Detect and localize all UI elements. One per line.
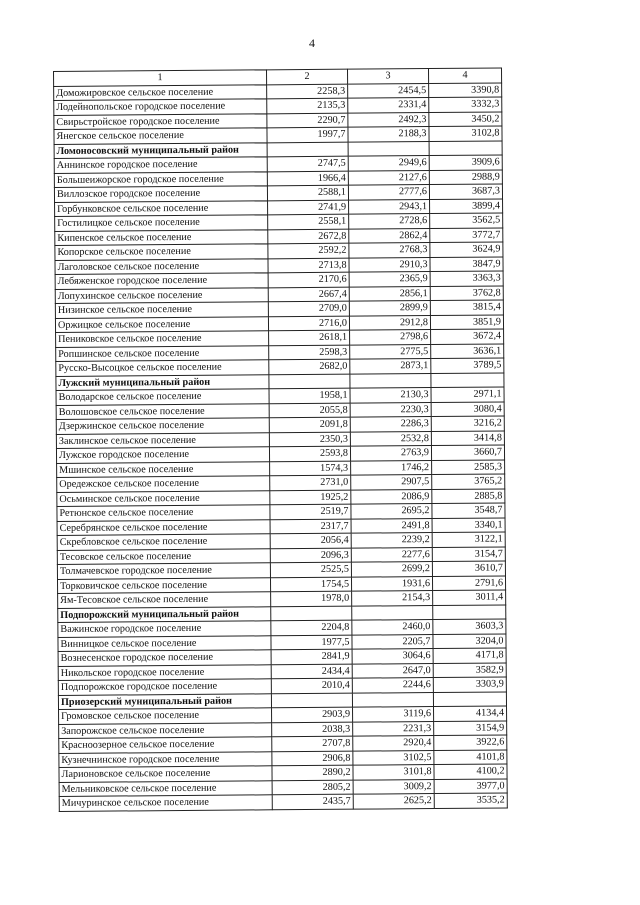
value-cell-col2: 2010,4 (271, 678, 352, 693)
settlement-name-cell: Гостилицкое сельское поселение (55, 215, 268, 231)
value-cell-col4: 3660,7 (431, 445, 504, 460)
district-name-cell: Ломоносовский муниципальный район (54, 142, 267, 158)
value-cell-col4: 3122,1 (432, 532, 505, 547)
value-cell-col3: 2856,1 (349, 286, 430, 301)
settlement-name-cell: Мшинское сельское поселение (57, 461, 270, 477)
value-cell-col2: 2906,8 (272, 751, 353, 766)
settlement-name-cell: Мичуринское сельское поселение (59, 795, 272, 811)
value-cell-col2: 2525,5 (270, 562, 351, 577)
value-cell-col4: 3080,4 (431, 401, 504, 416)
value-cell-col4: 3610,7 (432, 561, 505, 576)
value-cell-col3: 2532,8 (350, 431, 431, 446)
value-cell-col3: 2154,3 (352, 591, 433, 606)
value-cell-col3: 2695,2 (351, 504, 432, 519)
value-cell-col3: 2777,6 (348, 185, 429, 200)
settlement-name-cell: Важинское городское поселение (58, 621, 271, 637)
value-cell-col2 (267, 142, 348, 157)
value-cell-col4: 3847,9 (430, 256, 503, 271)
table-row (59, 793, 507, 811)
settlement-name-cell: Красноозерное сельское поселение (59, 737, 272, 753)
value-cell-col3 (352, 605, 433, 620)
value-cell-col3: 2205,7 (352, 634, 433, 649)
value-cell-col3: 2949,6 (348, 156, 429, 171)
value-cell-col2: 2350,3 (269, 432, 350, 447)
value-cell-col4 (433, 604, 506, 619)
settlement-name-cell: Тесовское сельское поселение (57, 548, 270, 564)
value-cell-col2: 2290,7 (267, 113, 348, 128)
value-cell-col4: 4134,4 (434, 706, 507, 721)
value-cell-col2: 2170,6 (268, 272, 349, 287)
value-cell-col3: 2130,3 (350, 388, 431, 403)
settlement-name-cell: Русско-Высоцкое сельское поселение (56, 360, 269, 376)
settlement-name-cell: Оржицкое сельское поселение (55, 316, 268, 332)
page-number: 4 (309, 36, 315, 50)
value-cell-col4: 3535,2 (434, 793, 507, 808)
settlement-name-cell: Ларионовское сельское поселение (59, 766, 272, 782)
settlement-name-cell: Винницкое сельское поселение (58, 635, 271, 651)
settlement-name-cell: Вознесенское городское поселение (58, 650, 271, 666)
value-cell-col2: 2588,1 (267, 185, 348, 200)
column-header-2: 2 (266, 69, 347, 84)
value-cell-col4: 3582,9 (433, 662, 506, 677)
value-cell-col4: 3851,9 (430, 314, 503, 329)
value-cell-col2: 2258,3 (267, 84, 348, 99)
value-cell-col4: 3390,8 (429, 82, 502, 97)
value-cell-col4: 3154,9 (434, 720, 507, 735)
value-cell-col2: 2903,9 (272, 707, 353, 722)
value-cell-col4: 3922,6 (434, 735, 507, 750)
value-cell-col2: 1977,5 (271, 635, 352, 650)
settlement-name-cell: Громовское сельское поселение (59, 708, 272, 724)
value-cell-col4 (429, 140, 502, 155)
value-cell-col4: 3414,8 (431, 430, 504, 445)
value-cell-col3: 2244,6 (352, 678, 433, 693)
value-cell-col4: 3765,2 (432, 474, 505, 489)
value-cell-col4: 3672,4 (431, 329, 504, 344)
value-cell-col3: 2492,3 (348, 112, 429, 127)
settlement-name-cell: Ретюнское сельское поселение (57, 505, 270, 521)
value-cell-col2: 2716,0 (268, 316, 349, 331)
value-cell-col4: 3624,9 (430, 242, 503, 257)
value-cell-col3: 2910,3 (349, 257, 430, 272)
value-cell-col3: 3119,6 (353, 707, 434, 722)
column-header-1: 1 (54, 70, 267, 86)
value-cell-col4: 3011,4 (433, 590, 506, 605)
value-cell-col2: 2747,5 (267, 156, 348, 171)
value-cell-col4: 4100,2 (434, 764, 507, 779)
settlement-name-cell: Доможировское сельское поселение (54, 84, 267, 100)
value-cell-col4 (431, 372, 504, 387)
value-cell-col4: 3899,4 (430, 198, 503, 213)
value-cell-col2: 2672,8 (268, 229, 349, 244)
value-cell-col4: 3977,0 (434, 778, 507, 793)
settlement-name-cell: Виллозское городское поселение (54, 186, 267, 202)
value-cell-col4: 3204,0 (433, 633, 506, 648)
value-cell-col3 (352, 692, 433, 707)
value-cell-col2: 2618,1 (269, 330, 350, 345)
value-cell-col2: 2682,0 (269, 359, 350, 374)
value-cell-col4: 3909,6 (429, 155, 502, 170)
value-cell-col3: 1931,6 (351, 576, 432, 591)
settlement-name-cell: Копорское сельское поселение (55, 244, 268, 260)
column-header-4: 4 (428, 68, 501, 83)
value-cell-col3: 2775,5 (350, 344, 431, 359)
value-cell-col2: 1925,2 (270, 490, 351, 505)
value-cell-col3: 2365,9 (349, 272, 430, 287)
value-cell-col3: 2231,3 (353, 721, 434, 736)
value-cell-col4: 3216,2 (431, 416, 504, 431)
value-cell-col4: 3303,9 (433, 677, 506, 692)
value-cell-col2: 1966,4 (267, 171, 348, 186)
value-cell-col2: 2558,1 (268, 214, 349, 229)
value-cell-col4: 3562,5 (430, 213, 503, 228)
value-cell-col3: 2188,3 (348, 127, 429, 142)
value-cell-col2: 2890,2 (272, 765, 353, 780)
settlement-name-cell: Аннинское городское поселение (54, 157, 267, 173)
value-cell-col2: 2731,0 (270, 475, 351, 490)
value-cell-col2: 2135,3 (267, 98, 348, 113)
settlement-name-cell: Кипенское сельское поселение (55, 229, 268, 245)
value-cell-col2: 1574,3 (270, 461, 351, 476)
value-cell-col3: 2873,1 (350, 359, 431, 374)
value-cell-col2: 2707,8 (272, 736, 353, 751)
value-cell-col2: 2598,3 (269, 345, 350, 360)
value-cell-col3: 2491,8 (351, 518, 432, 533)
value-cell-col2: 2519,7 (270, 504, 351, 519)
value-cell-col2: 2056,4 (270, 533, 351, 548)
value-cell-col2 (269, 374, 350, 389)
value-cell-col4 (433, 691, 506, 706)
value-cell-col3: 2625,2 (353, 794, 434, 809)
settlement-name-cell: Торковичское сельское поселение (57, 577, 270, 593)
district-name-cell: Подпорожский муниципальный район (58, 606, 271, 622)
settlement-name-cell: Низинское сельское поселение (55, 302, 268, 318)
value-cell-col2 (271, 606, 352, 621)
settlement-name-cell: Лопухинское сельское поселение (55, 287, 268, 303)
value-cell-col4: 3450,2 (429, 111, 502, 126)
value-cell-col3: 2728,6 (349, 214, 430, 229)
value-cell-col2: 2805,2 (272, 780, 353, 795)
value-cell-col2: 2434,4 (271, 664, 352, 679)
value-cell-col3: 2943,1 (349, 199, 430, 214)
value-cell-col3: 2699,2 (351, 562, 432, 577)
data-table (53, 67, 508, 811)
value-cell-col4: 4101,8 (434, 749, 507, 764)
value-cell-col2: 2055,8 (269, 403, 350, 418)
value-cell-col2: 2096,3 (270, 548, 351, 563)
settlement-name-cell: Никольское городское поселение (58, 664, 271, 680)
value-cell-col3: 2239,2 (351, 533, 432, 548)
value-cell-col2: 1978,0 (271, 591, 352, 606)
settlement-name-cell: Скребловское сельское поселение (57, 534, 270, 550)
value-cell-col3: 2331,4 (348, 98, 429, 113)
settlement-name-cell: Ям-Тесовское сельское поселение (58, 592, 271, 608)
settlement-name-cell: Запорожское сельское поселение (59, 722, 272, 738)
value-cell-col3: 2763,9 (350, 446, 431, 461)
value-cell-col3: 2862,4 (349, 228, 430, 243)
value-cell-col3: 3101,8 (353, 765, 434, 780)
value-cell-col2: 1754,5 (270, 577, 351, 592)
value-cell-col2: 2592,2 (268, 243, 349, 258)
value-cell-col3: 2899,9 (349, 301, 430, 316)
value-cell-col2: 2841,9 (271, 649, 352, 664)
value-cell-col2: 2204,8 (271, 620, 352, 635)
settlement-name-cell: Лужское городское поселение (56, 447, 269, 463)
settlement-name-cell: Мельниковское сельское поселение (59, 780, 272, 796)
value-cell-col4: 3548,7 (432, 503, 505, 518)
value-cell-col4: 3102,8 (429, 126, 502, 141)
settlement-name-cell: Осьминское сельское поселение (57, 490, 270, 506)
value-cell-col2: 2091,8 (269, 417, 350, 432)
value-cell-col4: 2971,1 (431, 387, 504, 402)
value-cell-col3: 2912,8 (349, 315, 430, 330)
column-header-3: 3 (347, 69, 428, 84)
value-cell-col3: 2277,6 (351, 547, 432, 562)
settlement-name-cell: Волошовское сельское поселение (56, 403, 269, 419)
value-cell-col3: 2460,0 (352, 620, 433, 635)
value-cell-col2: 2317,7 (270, 519, 351, 534)
value-cell-col3: 2798,6 (350, 330, 431, 345)
value-cell-col3: 3102,5 (353, 750, 434, 765)
value-cell-col4: 3815,4 (430, 300, 503, 315)
value-cell-col2: 1958,1 (269, 388, 350, 403)
value-cell-col2: 2713,8 (268, 258, 349, 273)
value-cell-col4: 3340,1 (432, 517, 505, 532)
settlement-name-cell: Лебяженское городское поселение (55, 273, 268, 289)
value-cell-col2: 2667,4 (268, 287, 349, 302)
table-body (54, 68, 508, 811)
settlement-name-cell: Дзержинское сельское поселение (56, 418, 269, 434)
value-cell-col2 (271, 693, 352, 708)
value-cell-col4: 2885,8 (432, 488, 505, 503)
value-cell-col3: 2230,3 (350, 402, 431, 417)
value-cell-col4: 3636,1 (431, 343, 504, 358)
settlement-name-cell: Пениковское сельское поселение (56, 331, 269, 347)
settlement-name-cell: Свирьстройское городское поселение (54, 113, 267, 129)
settlement-name-cell: Толмачевское городское поселение (57, 563, 270, 579)
value-cell-col2: 2709,0 (268, 301, 349, 316)
value-cell-col4: 4171,8 (433, 648, 506, 663)
value-cell-col4: 3687,3 (429, 184, 502, 199)
value-cell-col3: 2086,9 (351, 489, 432, 504)
value-cell-col4: 2988,9 (429, 169, 502, 184)
district-name-cell: Приозерский муниципальный район (58, 693, 271, 709)
value-cell-col3: 2920,4 (353, 736, 434, 751)
value-cell-col4: 3762,8 (430, 285, 503, 300)
value-cell-col3: 3064,6 (352, 649, 433, 664)
value-cell-col3: 2127,6 (348, 170, 429, 185)
district-name-cell: Лужский муниципальный район (56, 374, 269, 390)
value-cell-col2: 1997,7 (267, 127, 348, 142)
value-cell-col2: 2435,7 (272, 794, 353, 809)
value-cell-col3: 1746,2 (351, 460, 432, 475)
settlement-name-cell: Володарское сельское поселение (56, 389, 269, 405)
value-cell-col2: 2038,3 (272, 722, 353, 737)
value-cell-col4: 3363,3 (430, 271, 503, 286)
value-cell-col2: 2593,8 (269, 446, 350, 461)
value-cell-col4: 3154,7 (432, 546, 505, 561)
settlement-name-cell: Лодейнопольское городское поселение (54, 99, 267, 115)
settlement-name-cell: Лаголовское сельское поселение (55, 258, 268, 274)
value-cell-col3: 2286,3 (350, 417, 431, 432)
settlement-name-cell: Подпорожское городское поселение (58, 679, 271, 695)
settlement-name-cell: Серебрянское сельское поселение (57, 519, 270, 535)
value-cell-col3: 2768,3 (349, 243, 430, 258)
settlement-name-cell: Ропшинское сельское поселение (56, 345, 269, 361)
settlement-name-cell: Большеижорское городское поселение (54, 171, 267, 187)
value-cell-col3: 2454,5 (348, 83, 429, 98)
value-cell-col4: 3789,5 (431, 358, 504, 373)
value-cell-col3: 3009,2 (353, 779, 434, 794)
value-cell-col3 (350, 373, 431, 388)
settlement-name-cell: Кузнечнинское городское поселение (59, 751, 272, 767)
settlement-name-cell: Янегское сельское поселение (54, 128, 267, 144)
value-cell-col4: 2585,3 (432, 459, 505, 474)
value-cell-col4: 2791,6 (432, 575, 505, 590)
value-cell-col3: 2907,5 (351, 475, 432, 490)
settlement-name-cell: Оредежское сельское поселение (57, 476, 270, 492)
value-cell-col3 (348, 141, 429, 156)
settlement-name-cell: Горбунковское сельское поселение (55, 200, 268, 216)
value-cell-col2: 2741,9 (268, 200, 349, 215)
value-cell-col4: 3772,7 (430, 227, 503, 242)
settlement-name-cell: Заклинское сельское поселение (56, 432, 269, 448)
value-cell-col3: 2647,0 (352, 663, 433, 678)
value-cell-col4: 3603,3 (433, 619, 506, 634)
value-cell-col4: 3332,3 (429, 97, 502, 112)
